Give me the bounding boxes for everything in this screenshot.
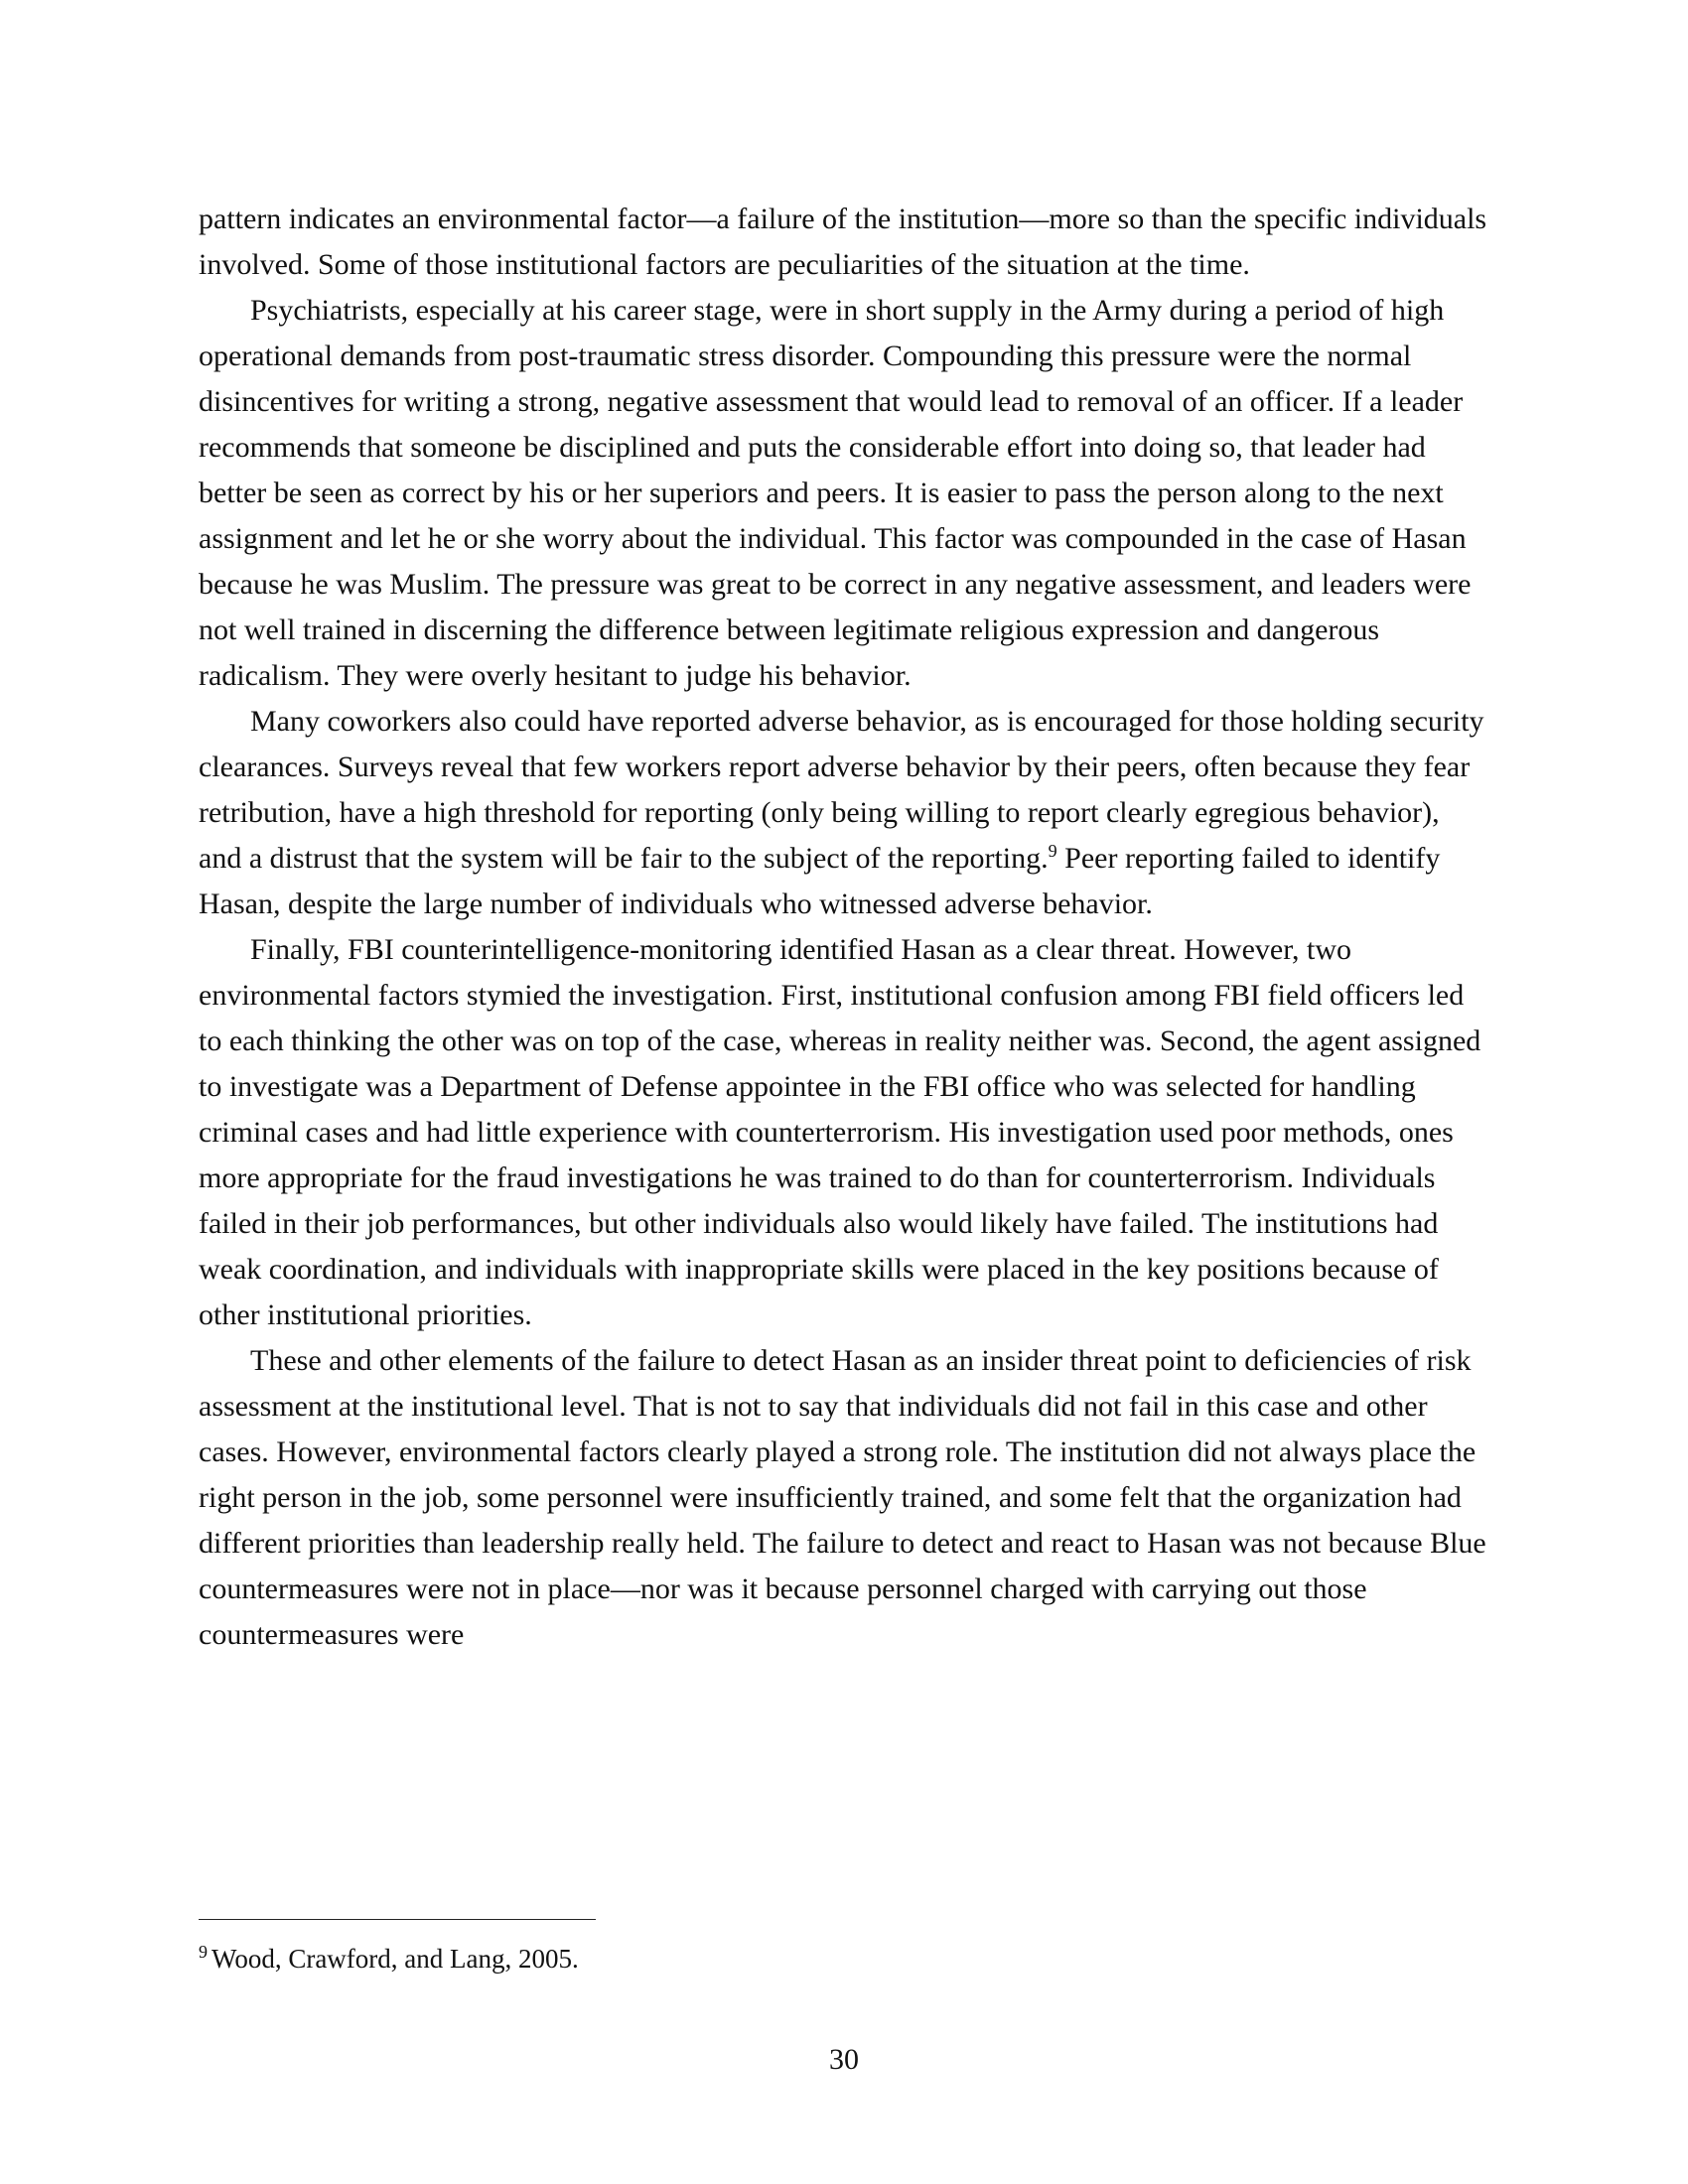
- footnote-number: 9: [199, 1942, 208, 1962]
- paragraph-coworkers-text-before: Many coworkers also could have reported adverse behavior, as is encouraged for those holding security clearances. Surveys reveal that few workers report adverse behavior by their peers, often because they fear retribution, have a high threshold for reporting (only being willing to report clearly egregious behavior), and a distrust that the system will be fair to the subject of the reporting.: [199, 705, 1484, 875]
- footnote-reference[interactable]: 9: [1048, 841, 1057, 861]
- paragraph-conclusion: These and other elements of the failure to detect Hasan as an insider threat point to deficiencies of risk assessment at the institutional level. That is not to say that individuals did not fail in this case and other cases. However, environmental factors clearly played a strong role. The institution did not always place the right person in the job, some personnel were insufficiently trained, and some felt that the organization had different priorities than leadership really held. The failure to detect and react to Hasan was not because Blue countermeasures were not in place—nor was it because personnel charged with carrying out those countermeasures were: [199, 1344, 1486, 1651]
- body-text: [199, 197, 1489, 1658]
- paragraph-psychiatrists: Psychiatrists, especially at his career stage, were in short supply in the Army during a period of high operational demands from post-traumatic stress disorder. Compounding this pressure were the normal disincentives for writing a strong, negative assessment that would lead to removal of an officer. If a leader recommends that someone be disciplined and puts the considerable effort into doing so, that leader had better be seen as correct by his or her superiors and peers. It is easier to pass the person along to the next assignment and let he or she worry about the individual. This factor was compounded in the case of Hasan because he was Muslim. The pressure was great to be correct in any negative assessment, and leaders were not well trained in discerning the difference between legitimate religious expression and dangerous radicalism. They were overly hesitant to judge his behavior.: [199, 294, 1472, 692]
- paragraph-coworkers: [199, 699, 1489, 927]
- paragraph-continuation: pattern indicates an environmental factor—a failure of the institution—more so than the specific individuals involved. Some of those institutional factors are peculiarities of the situation at the time.: [199, 203, 1487, 281]
- paragraph-fbi: Finally, FBI counterintelligence-monitoring identified Hasan as a clear threat. However, two environmental factors stymied the investigation. First, institutional confusion among FBI field officers led to each thinking the other was on top of the case, whereas in reality neither was. Second, the agent assigned to investigate was a Department of Defense appointee in the FBI office who was selected for handling criminal cases and had little experience with counterterrorism. His investigation used poor methods, ones more appropriate for the fraud investigations he was trained to do than for counterterrorism. Individuals failed in their job performances, but other individuals also would likely have failed. The institutions had weak coordination, and individuals with inappropriate skills were placed in the key positions because of other institutional priorities.: [199, 933, 1481, 1331]
- paragraph-coworkers-text-after: Peer reporting failed to identify Hasan, despite the large number of individuals who witnessed adverse behavior.: [199, 842, 1441, 920]
- footnote-text: Wood, Crawford, and Lang, 2005.: [211, 1944, 579, 1974]
- footnote-divider: [199, 1919, 596, 1920]
- page-number: 30: [829, 2043, 859, 2076]
- footnote: [199, 1941, 1489, 1977]
